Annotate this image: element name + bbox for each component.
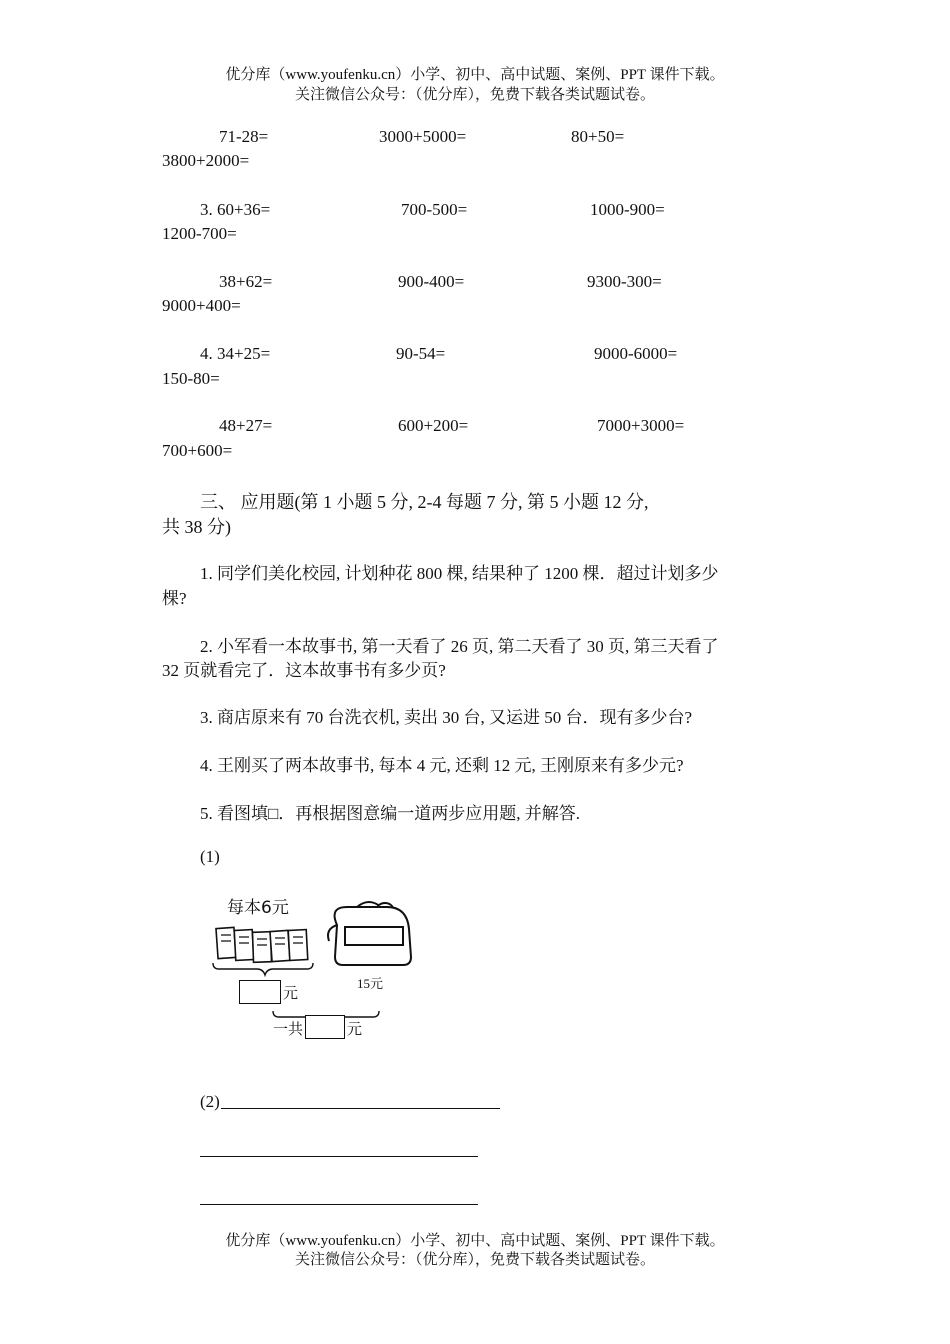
problem-5: 5. 看图填□．再根据图意编一道两步应用题, 并解答. (200, 804, 581, 823)
section-3-title-cont: 共 38 分) (162, 517, 231, 537)
calc-r2-c4: 1200-700= (162, 224, 237, 243)
calc-r2-c3: 1000-900= (590, 200, 665, 219)
footer-line-2: 关注微信公众号：（优分库），免费下载各类试题试卷。 (294, 1252, 655, 1268)
header-line-1: 优分库（www.youfenku.cn）小学、初中、高中试题、案例、PPT 课件下载。 (225, 67, 725, 83)
problem-3: 3. 商店原来有 70 台洗衣机, 卖出 30 台, 又运进 50 台．现有多少台? (200, 708, 693, 727)
calc-r3-c4: 9000+400= (162, 296, 241, 315)
calc-r4-c2: 90-54= (396, 344, 446, 363)
calc-r2-c2: 700-500= (401, 200, 468, 219)
blank-box-grand-total (305, 1015, 345, 1039)
price-each-label: 每本6元 (227, 898, 289, 918)
calc-r5-c2: 600+200= (398, 416, 469, 435)
problem-2-cont: 32 页就看完了．这本故事书有多少页? (162, 661, 446, 680)
calc-r1-c2: 3000+5000= (379, 127, 467, 146)
calc-r4-c3: 9000-6000= (594, 344, 678, 363)
calc-r5-c3: 7000+3000= (597, 416, 685, 435)
part-2-label: (2) (200, 1092, 220, 1111)
answer-line-1[interactable] (221, 1108, 500, 1109)
calc-r2-c1: 3. 60+36= (200, 200, 271, 219)
part-1-label: (1) (200, 847, 220, 866)
backpack-icon (328, 902, 411, 965)
calc-r4-c4: 150-80= (162, 369, 220, 388)
calc-r5-c1: 48+27= (219, 416, 273, 435)
blank-box-books-total (239, 980, 281, 1004)
problem-2: 2. 小军看一本故事书, 第一天看了 26 页, 第二天看了 30 页, 第三天看了 (200, 637, 719, 656)
bag-price-label: 15元 (357, 976, 384, 991)
calc-r5-c4: 700+600= (162, 441, 233, 460)
section-3-title: 三、 应用题(第 1 小题 5 分, 2-4 每题 7 分, 第 5 小题 12 分, (200, 492, 649, 512)
problem-4: 4. 王刚买了两本故事书, 每本 4 元, 还剩 12 元, 王刚原来有多少元? (200, 756, 684, 775)
calc-r1-c1: 71-28= (219, 127, 269, 146)
yuan-label-2: 元 (347, 1020, 363, 1038)
header-line-2: 关注微信公众号：（优分库），免费下载各类试题试卷。 (294, 87, 655, 103)
calc-r4-c1: 4. 34+25= (200, 344, 271, 363)
calc-r1-c4: 3800+2000= (162, 151, 250, 170)
calc-r1-c3: 80+50= (571, 127, 625, 146)
answer-line-3[interactable] (200, 1204, 478, 1205)
calc-r3-c3: 9300-300= (587, 272, 662, 291)
books-icon (216, 927, 308, 962)
yuan-label-1: 元 (283, 984, 299, 1002)
problem-1: 1. 同学们美化校园, 计划种花 800 棵, 结果种了 1200 棵．超过计划多少 (200, 564, 719, 583)
problem-1-cont: 棵? (162, 589, 187, 608)
answer-line-2[interactable] (200, 1156, 478, 1157)
brace-books (213, 963, 313, 975)
calc-r3-c1: 38+62= (219, 272, 273, 291)
footer-line-1: 优分库（www.youfenku.cn）小学、初中、高中试题、案例、PPT 课件下载。 (225, 1233, 725, 1249)
calc-r3-c2: 900-400= (398, 272, 465, 291)
total-prefix-label: 一共 (273, 1020, 304, 1038)
problem-figure (205, 885, 435, 1045)
